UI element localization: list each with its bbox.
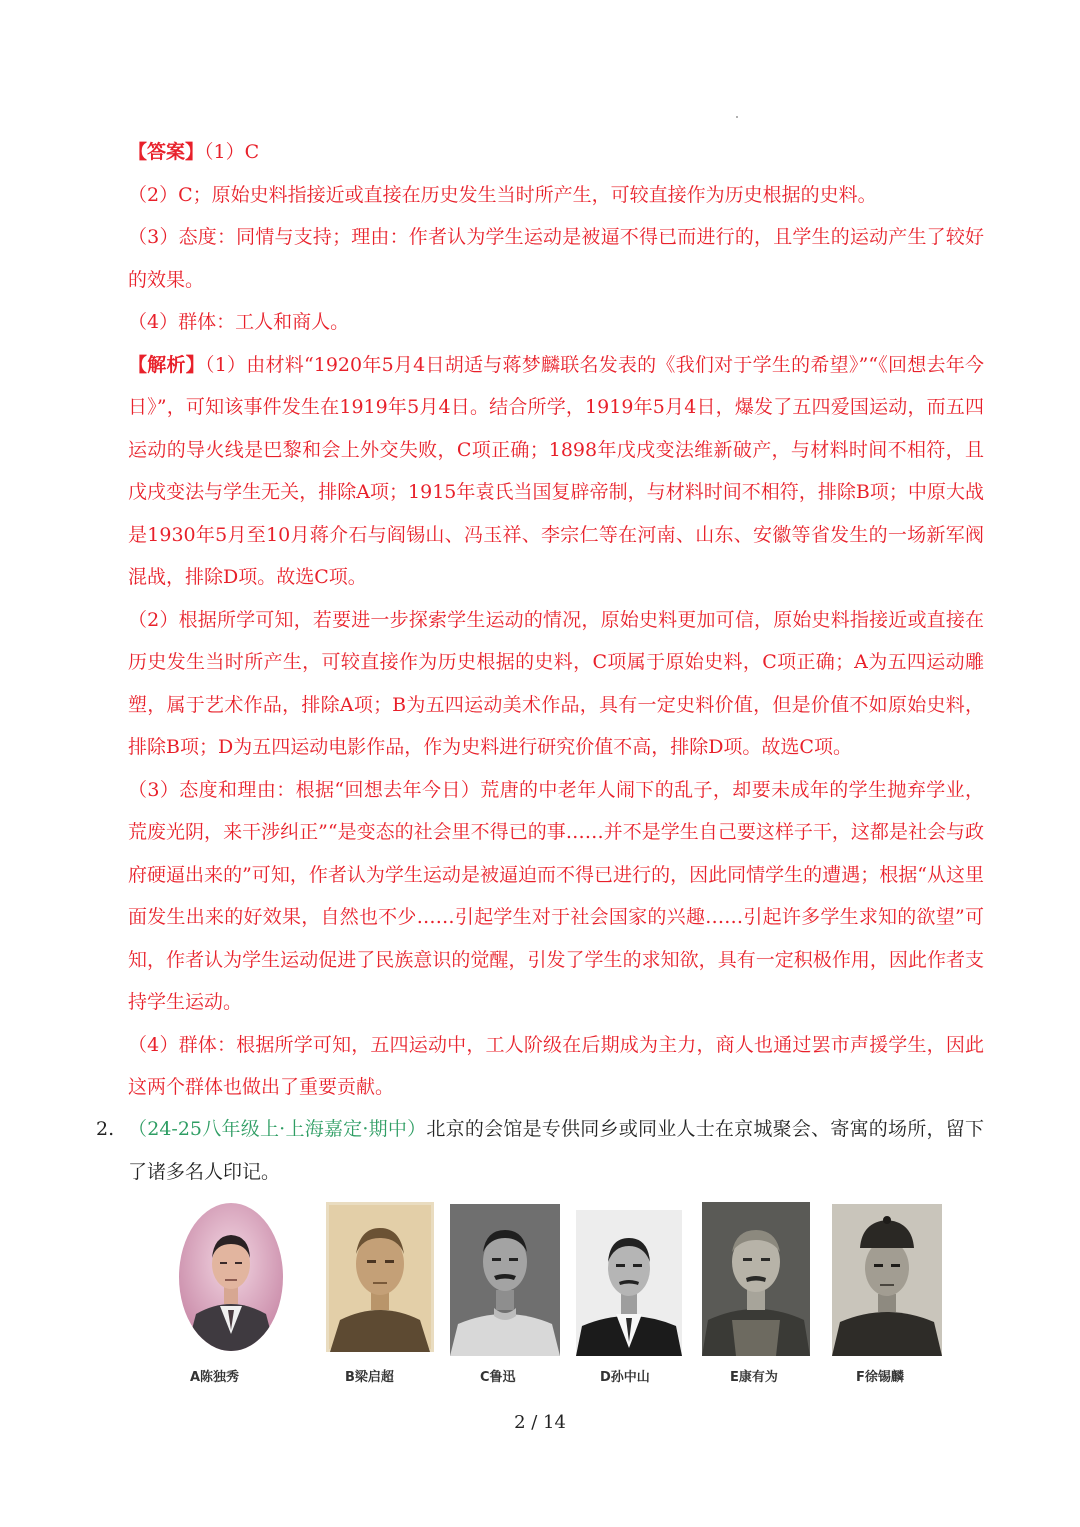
analysis-para-3: （3）态度和理由：根据“回想去年今日）荒唐的中老年人闹下的乱子，却要未成年的学生抛弃学业，荒废光阴，来干涉纠正”“是变态的社会里不得已的事……并不是学生自己要这样子干，这都是社会与政府硬逼出来的”可知，作者认为学生运动是被逼迫而不得已进行的，因此同情学生的遭遇；根据“从这里面发生出来的好效果，自然也不少……引起学生对于社会国家的兴趣……引起许多学生求知的欲望”可知，作者认为学生运动促进了民族意识的觉醒，引发了学生的求知欲，具有一定积极作用，因此作者支持学生运动。 [128, 778, 984, 1013]
question-text: （24-25八年级上·上海嘉定·期中）北京的会馆是专供同乡或同业人士在京城聚会、寄寓的场所，留下了诸多名人印记。 [128, 1118, 984, 1183]
analysis-para-1: 【解析】（1）由材料“1920年5月4日胡适与蒋梦麟联名发表的《我们对于学生的希望》”“《回想去年今日》”，可知该事件发生在1919年5月4日。结合所学，1919年5月4日，爆发了五四爱国运动，而五四运动的导火线是巴黎和会上外交失败，C项正确；1898年戊戌变法维新破产，与材料时间不相符，且戊戌变法与学生无关，排除A项；1915年袁氏当国复辟帝制，与材料时间不相符，排除B项；中原大战是1930年5月至10月蒋介石与阎锡山、冯玉祥、李宗仁等在河南、山东、安徽等省发生的一场新军阀混战，排除D项。故选C项。 [128, 353, 984, 588]
speck [736, 116, 738, 118]
portrait-sun-yat-sen [576, 1210, 682, 1356]
caption-d: D孙中山 [600, 1370, 650, 1385]
portrait-kang-youwei [702, 1202, 810, 1356]
answer-line-3: （3）态度：同情与支持；理由：作者认为学生运动是被逼不得已而进行的，且学生的运动产生了较好的效果。 [128, 226, 984, 291]
answer-line-4: （4）群体：工人和商人。 [128, 311, 350, 333]
answer-line-2: （2）C；原始史料指接近或直接在历史发生当时所产生，可较直接作为历史根据的史料。 [128, 183, 877, 206]
question-number: 2. [96, 1118, 115, 1140]
analysis-label: 【解析】 [128, 353, 205, 376]
portrait-liang-qichao [326, 1202, 434, 1352]
portrait-xu-xilin [832, 1204, 942, 1356]
portrait-row [0, 1198, 1080, 1388]
caption-b: B梁启超 [345, 1370, 394, 1385]
answer-line-1: 【答案】（1）C [128, 141, 260, 163]
caption-e: E康有为 [730, 1370, 778, 1385]
caption-f: F徐锡麟 [856, 1370, 904, 1385]
portrait-chen-duxiu [178, 1202, 284, 1352]
portrait-lu-xun [450, 1204, 560, 1356]
page-number: 2 / 14 [514, 1412, 566, 1433]
caption-c: C鲁迅 [480, 1370, 516, 1385]
question-source: （24-25八年级上·上海嘉定·期中） [128, 1118, 427, 1140]
analysis-para-2: （2）根据所学可知，若要进一步探索学生运动的情况，原始史料更加可信，原始史料指接近或直接在历史发生当时所产生，可较直接作为历史根据的史料，C项属于原始史料，C项正确；A为五四运动雕塑，属于艺术作品，排除A项；B为五四运动美术作品，具有一定史料价值，但是价值不如原始史料，排除B项；D为五四运动电影作品，作为史料进行研究价值不高，排除D项。故选C项。 [128, 608, 984, 758]
caption-a: A陈独秀 [190, 1370, 240, 1385]
answer-label: 【答案】 [128, 141, 205, 163]
answer-section [128, 131, 984, 1109]
question-2 [96, 1108, 984, 1193]
analysis-para-4: （4）群体：根据所学可知，五四运动中，工人阶级在后期成为主力，商人也通过罢市声援学生，因此这两个群体也做出了重要贡献。 [128, 1033, 984, 1098]
